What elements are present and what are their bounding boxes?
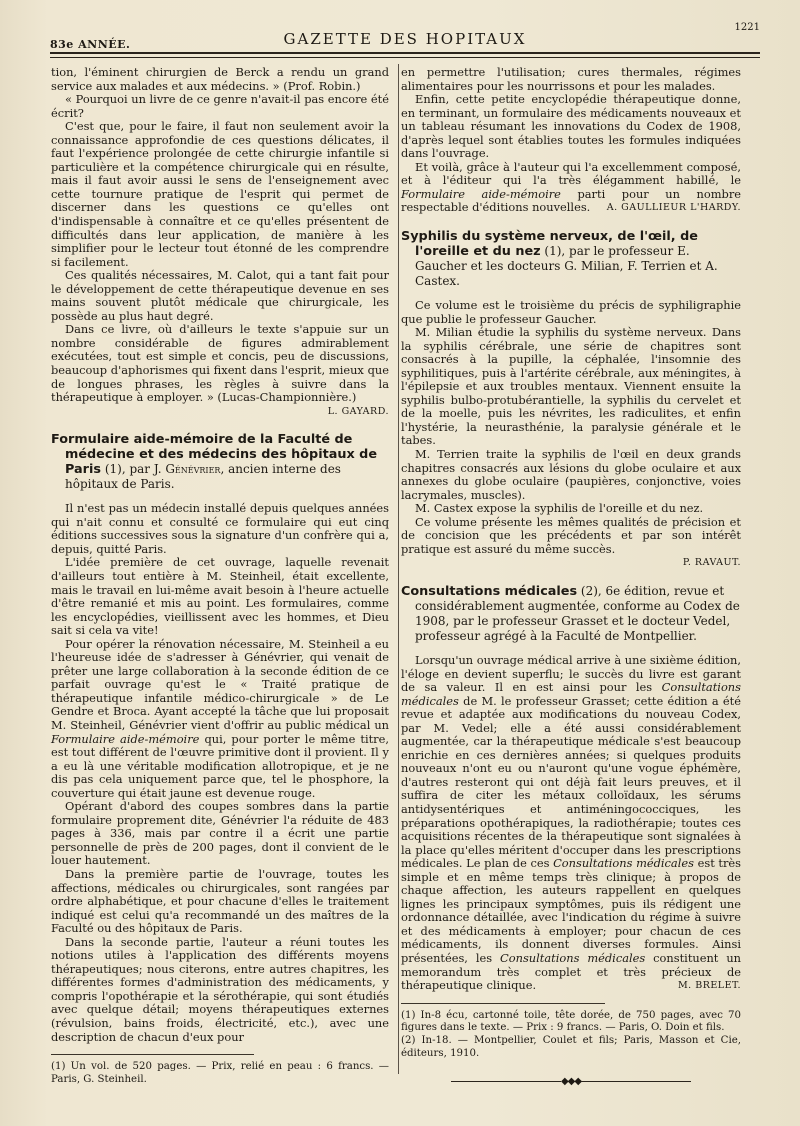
paragraph bbox=[401, 161, 741, 215]
text-run: constituent un memorandum très complet et très précieux de thérapeutique clinique. bbox=[401, 950, 741, 993]
review-signature: L. GAYARD. bbox=[327, 405, 389, 417]
footnote-rule bbox=[51, 1054, 254, 1055]
text-run: Pour opérer la rénovation nécessaire, M. Steinheil a eu l'heureuse idée de s'adresser à Génévrier, qui venait de prêter une large collaboration à la seconde édition de ce parfait ouvrage qu'est le « Traité pratique de thérapeutique infantile médico-chirurgicale » de Le Gendre et Broca. Ayant accepté la tâche que lui proposait M. Steinheil, Génévrier vient d'offrir au public médical un bbox=[51, 636, 389, 732]
paragraph: Dans ce livre, où d'ailleurs le texte s'appuie sur un nombre considérable de figures admirablement exécutées, tout est simple et concis, peu de discussions, beaucoup d'aphorismes qui fixent dans l'esprit, mieux que de longues phrases, les règles à suivre dans la thérapeutique à employer. » (Lucas-Championnière.) bbox=[51, 322, 389, 405]
journal-title: GAZETTE DES HOPITAUX bbox=[283, 30, 527, 48]
heading-rest: (1), par le professeur E. Gaucher et les docteurs G. Milian, F. Terrien et A. Castex. bbox=[415, 244, 718, 289]
footnotes bbox=[51, 1061, 389, 1087]
footnote: (1) Un vol. de 520 pages. — Prix, relié en peau : 6 francs. — Paris, G. Steinheil. bbox=[51, 1061, 389, 1085]
footnotes bbox=[401, 1010, 741, 1061]
italic-title: Consultations médicales bbox=[553, 856, 694, 871]
text-run: Et voilà, grâce à l'auteur qui l'a excellemment composé, et à l'éditeur qui l'a très élégamment habillé, le bbox=[401, 159, 741, 188]
heading-title: Consultations médicales bbox=[401, 583, 578, 599]
paragraph: M. Terrien traite la syphilis de l'œil en deux grands chapitres consacrés aux lésions du globe oculaire et aux annexes du globe oculaire (paupières, conjonctive, voies lacrymales, muscles). bbox=[401, 447, 741, 502]
header-rule-thin bbox=[50, 57, 760, 58]
paragraph: C'est que, pour le faire, il faut non seulement avoir la connaissance approfondie de ces questions délicates, il faut l'expérience prolongée de cette chirurgie infantile si particulière et la compétence chirurgicale qui en résulte, mais il faut avoir aussi le sens de l'enseignement avec cette tournure pratique de l'esprit qui permet de discerner dans les questions ce qu'elles ont d'indispensable à connaître et ce qu'elles présentent de difficultés dans leur application, de manière à les simplifier pour le lecteur tout étonné de les comprendre si facilement. bbox=[51, 119, 389, 269]
paragraph: « Pourquoi un livre de ce genre n'avait-il pas encore été écrit? bbox=[51, 92, 389, 120]
heading-title: Formulaire aide-mémoire de la Faculté de médecine et des médecins des hôpitaux de Paris bbox=[51, 432, 378, 478]
paragraph bbox=[401, 654, 741, 993]
page-header bbox=[50, 20, 760, 50]
paragraph bbox=[51, 638, 389, 801]
paragraph: Ce volume présente les mêmes qualités de précision et de concision que les précédents et par son intérêt pratique est assuré du même succès. bbox=[401, 514, 741, 556]
paragraph: Dans la première partie de l'ouvrage, toutes les affections, médicales ou chirurgicales, sont rangées par ordre alphabétique, et pour chacune d'elles le traitement indiqué est celui qu'a recommandé un des maîtres de la Faculté ou des hôpitaux de Paris. bbox=[51, 866, 389, 936]
italic-title: Consultations médicales bbox=[401, 680, 741, 708]
paragraph: M. Castex expose la syphilis de l'oreille et du nez. bbox=[415, 501, 704, 516]
paragraph: M. Milian étudie la syphilis du système nerveux. Dans la syphilis cérébrale, une série de chapitres sont consacrés à la pupille, la céphalée, l'insomnie des syphilitiques, puis à l'artérite cérébrale, aux méningites, à l'épilepsie et aux troubles mentaux. Viennent ensuite la syphilis bulbo-protubérantielle, la syphilis du cervelet et de la moelle, puis les névrites, les radiculites, et enfin l'hystérie, la neurasthénie, la paralysie générale et le tabes. bbox=[401, 325, 741, 448]
section-heading bbox=[401, 584, 741, 644]
paragraph: L'idée première de cet ouvrage, laquelle revenait d'ailleurs tout entière à M. Steinheil, était excellente, mais le travail en lui-même avait besoin à l'heure actuelle d'être remanié et mis au point. Les formulaires, comme les encyclopédies, vieillissent avec les hommes, et Dieu sait si cela va vite! bbox=[51, 555, 389, 638]
left-column bbox=[51, 66, 389, 1087]
paragraph: Dans la seconde partie, l'auteur a réuni toutes les notions utiles à l'application des différents moyens thérapeutiques; nous citerons, entre autres chapitres, les différentes formes d'administration des médicaments, y compris l'opothérapie et la sérothérapie, qui sont étudiés avec quelque détail; moyens thérapeutiques externes (révulsion, bains froids, électricité, etc.), avec une description de chacun d'eux pour bbox=[51, 934, 389, 1044]
year-label: 83e ANNÉE. bbox=[50, 38, 131, 51]
italic-title: Consultations médicales bbox=[500, 950, 646, 965]
paragraph: Enfin, cette petite encyclopédie thérapeutique donne, en terminant, un formulaire des médicaments nouveaux et un tableau résumant les innovations du Codex de 1908, d'après lequel sont établies toutes les formules indiquées dans l'ouvrage. bbox=[401, 92, 741, 161]
right-column bbox=[401, 66, 741, 1088]
footnote: (1) In-8 écu, cartonné toile, tête dorée, de 750 pages, avec 70 figures dans le texte. — Prix : 9 francs. — Paris, O. Doin et fils. bbox=[401, 1009, 741, 1034]
paragraph: en permettre l'utilisation; cures thermales, régimes alimentaires pour les nourrissons et pour les malades. bbox=[401, 65, 741, 93]
text-run: qui, pour porter le même titre, est tout différent de l'œuvre primitive dont il provient. Il y a eu là une véritable modification allotropique, et je ne dis pas cela uniquement parce que, tel le phosphore, la couverture qui était jaune est devenue rouge. bbox=[51, 731, 389, 800]
text-run: parti pour un nombre respectable d'éditions nouvelles. bbox=[401, 186, 741, 215]
footnote: (2) In-18. — Montpellier, Coulet et fils; Paris, Masson et Cie, éditeurs, 1910. bbox=[401, 1035, 741, 1060]
review-signature: M. BRELET. bbox=[677, 980, 741, 992]
paragraph: Ces qualités nécessaires, M. Calot, qui a tant fait pour le développement de cette thérapeutique devenue en ses mains souvent plutôt médicale que chirurgicale, les possède au plus haut degré. bbox=[51, 268, 389, 323]
header-rule-thick bbox=[50, 52, 760, 54]
review-signature: A. GAULLIEUR L'HARDY. bbox=[606, 202, 741, 214]
paragraph: tion, l'éminent chirurgien de Berck a rendu un grand service aux malades et aux médecins. » (Prof. Robin.) bbox=[51, 65, 389, 93]
text-run: est très simple et en même temps très clinique; à propos de chaque affection, les auteurs rappellent en quelques lignes les principaux symptômes, puis ils rédigent une ordonnance détaillée, avec l'indication du régime à suivre et des médicaments à employer; pour chacun de ces médicaments, ils donnent diverses formules. Ainsi présentées, les bbox=[401, 856, 742, 965]
heading-author: J. Génévrier bbox=[153, 462, 221, 477]
italic-title: Formulaire aide-mémoire bbox=[401, 186, 561, 201]
text-run: Lorsqu'un ouvrage médical arrive à une sixième édition, l'éloge en devient superflu; le succès du livre est garant de sa valeur. Il en est ainsi pour les bbox=[401, 652, 741, 695]
heading-ref: (1), par bbox=[101, 462, 154, 477]
heading-rest: (2), 6e édition, revue et considérablement augmentée, conforme au Codex de 1908, par le professeur Grasset et le docteur Vedel, professeur agrégé à la Faculté de Montpellier. bbox=[415, 583, 740, 643]
footnote-rule bbox=[401, 1003, 605, 1004]
review-signature: P. RAVAUT. bbox=[682, 557, 741, 569]
italic-title: Formulaire aide-mémoire bbox=[51, 731, 200, 746]
paragraph: Il n'est pas un médecin installé depuis quelques années qui n'ait connu et consulté ce formulaire qui eut cinq éditions successives sous la signature d'un confrère qui a, depuis, quitté Paris. bbox=[51, 501, 389, 556]
paragraph: Opérant d'abord des coupes sombres dans la partie formulaire proprement dite, Génévrier l'a réduite de 483 pages à 336, mais par contre il a écrit une partie personnelle de près de 200 pages, dont il convient de le louer hautement. bbox=[51, 799, 389, 868]
heading-rest: , ancien interne des hôpitaux de Paris. bbox=[65, 462, 341, 492]
text-run: de M. le professeur Grasset; cette édition a été revue et adaptée aux modifications du nouveau Codex, par M. Vedel; elle a été aussi considérablement augmentée, car la thérapeutique médicale s'est beaucoup enrichie en ces dernières années; si quelques produits nouveaux n'ont eu ou n'auront qu'une vogue éphémère, d'autres resteront qui ont déjà fait leurs preuves, et il suffira de citer les métaux colloïdaux, les sérums antidysentériques et antiméningococciques, les préparations opothérapiques, la radiothérapie; toutes ces acquisitions récentes de la thérapeutique sont signalées à la place qu'elles méritent d'occuper dans les prescriptions médicales. Le plan de ces bbox=[401, 693, 741, 871]
heading-title: Syphilis du système nerveux, de l'œil, de l'oreille et du nez bbox=[401, 229, 698, 260]
section-heading bbox=[401, 229, 741, 289]
column-separator bbox=[398, 64, 399, 1074]
paragraph: Ce volume est le troisième du précis de syphiligraphie que publie le professeur Gaucher. bbox=[401, 298, 741, 326]
end-ornament: ◆◆◆ bbox=[401, 1075, 741, 1089]
page-number: 1221 bbox=[734, 22, 760, 33]
section-heading bbox=[51, 432, 389, 492]
